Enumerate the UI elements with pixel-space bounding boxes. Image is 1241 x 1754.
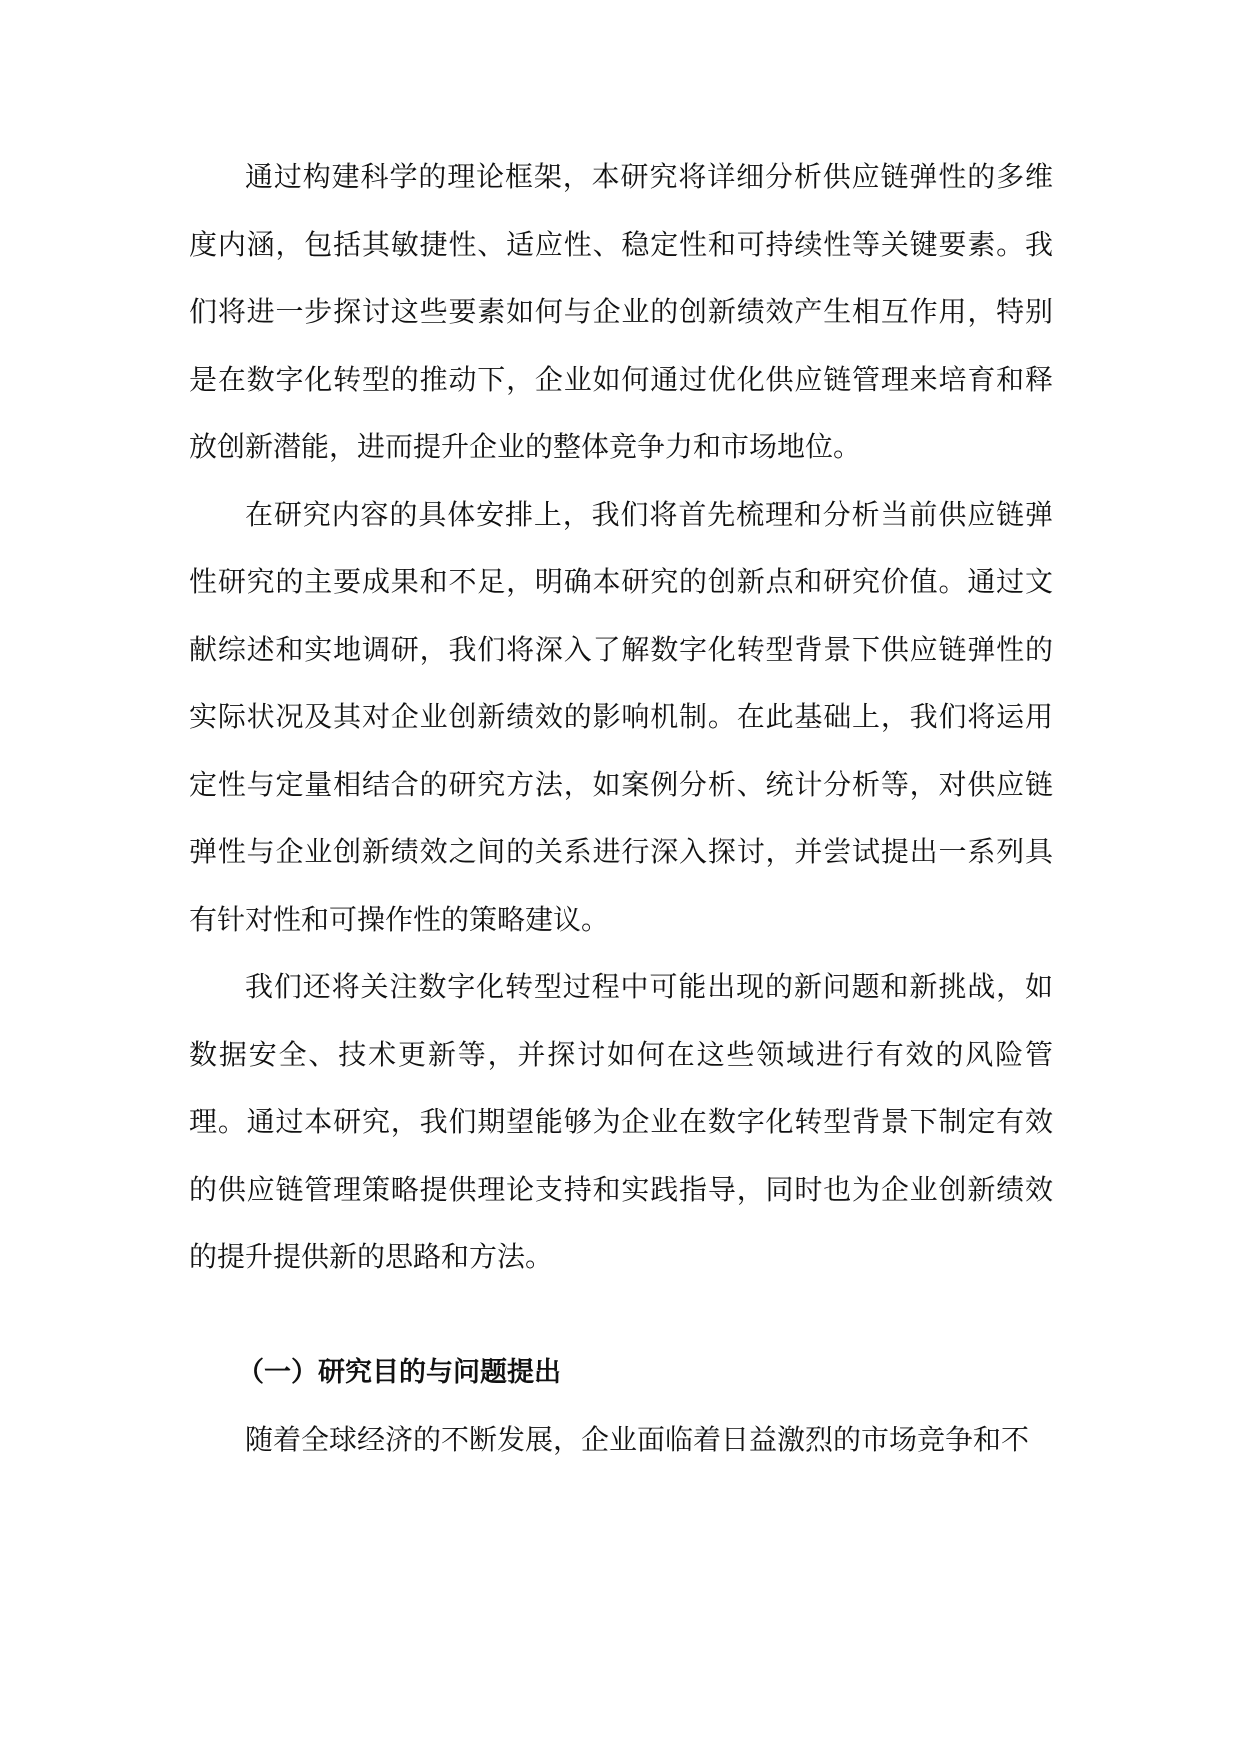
body-paragraph-1: 通过构建科学的理论框架，本研究将详细分析供应链弹性的多维度内涵，包括其敏捷性、适应性、稳定性和可持续性等关键要素。我们将进一步探讨这些要素如何与企业的创新绩效产生相互作用，特别是在数字化转型的推动下，企业如何通过优化供应链管理来培育和释放创新潜能，进而提升企业的整体竞争力和市场地位。 xyxy=(189,160,1053,463)
body-paragraph-3: 我们还将关注数字化转型过程中可能出现的新问题和新挑战，如数据安全、技术更新等，并探讨如何在这些领域进行有效的风险管理。通过本研究，我们期望能够为企业在数字化转型背景下制定有效的供应链管理策略提供理论支持和实践指导，同时也为企业创新绩效的提升提供新的思路和方法。 xyxy=(189,970,1053,1273)
body-paragraph-2: 在研究内容的具体安排上，我们将首先梳理和分析当前供应链弹性研究的主要成果和不足，明确本研究的创新点和研究价值。通过文献综述和实地调研，我们将深入了解数字化转型背景下供应链弹性的实际状况及其对企业创新绩效的影响机制。在此基础上，我们将运用定性与定量相结合的研究方法，如案例分析、统计分析等，对供应链弹性与企业创新绩效之间的关系进行深入探讨，并尝试提出一系列具有针对性和可操作性的策略建议。 xyxy=(189,497,1053,936)
document-body xyxy=(189,143,1053,1474)
section-heading: （一）研究目的与问题提出 xyxy=(237,1356,561,1388)
body-paragraph-4: 随着全球经济的不断发展，企业面临着日益激烈的市场竞争和不 xyxy=(245,1423,1030,1456)
